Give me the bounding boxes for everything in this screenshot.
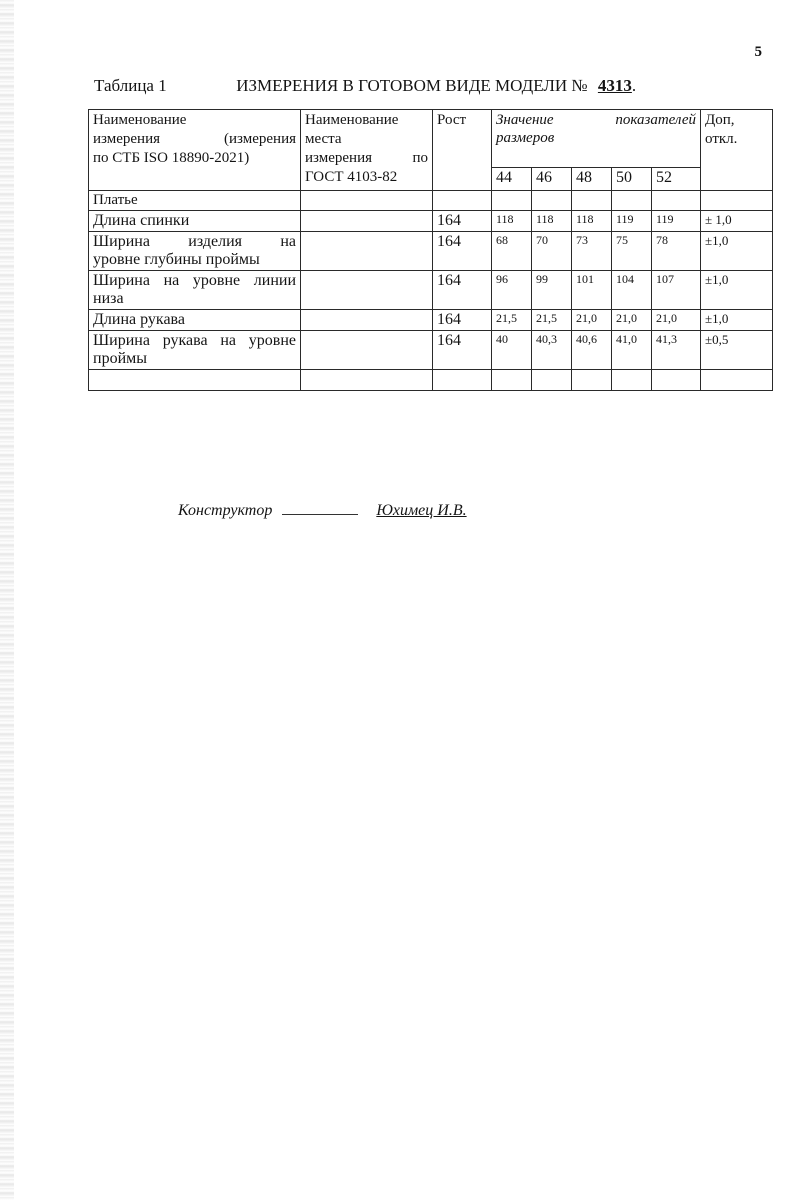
- measure-name-part: низа: [93, 290, 124, 307]
- scan-edge-artifact: [0, 0, 14, 1200]
- measure-name-part: Ширина изделия на: [93, 233, 296, 250]
- size-value: 40,6: [572, 331, 612, 370]
- model-number: 4313: [597, 76, 632, 95]
- table-row: [89, 271, 773, 310]
- empty-cell: [701, 191, 773, 211]
- empty-cell: [301, 191, 433, 211]
- measure-place: [301, 310, 433, 331]
- table-title: ИЗМЕРЕНИЯ В ГОТОВОМ ВИДЕ МОДЕЛИ №: [236, 76, 588, 95]
- header-size-values-line2: размеров: [496, 130, 555, 146]
- header-measure-name: [89, 110, 301, 191]
- size-value: 21,5: [532, 310, 572, 331]
- size-value: 21,0: [572, 310, 612, 331]
- size-value: 119: [612, 211, 652, 232]
- empty-cell: [89, 370, 301, 391]
- table-row: [89, 232, 773, 271]
- measure-name: [89, 232, 301, 271]
- measure-name-part: Длина спинки: [93, 212, 190, 229]
- measure-place: [301, 331, 433, 370]
- table-row: [89, 310, 773, 331]
- size-value: 75: [612, 232, 652, 271]
- size-value: 107: [652, 271, 701, 310]
- height-value: 164: [433, 331, 492, 370]
- empty-cell: [652, 191, 701, 211]
- empty-cell: [532, 191, 572, 211]
- header-row: [89, 110, 773, 168]
- empty-cell: [652, 370, 701, 391]
- size-value: 21,5: [492, 310, 532, 331]
- measure-place: [301, 271, 433, 310]
- tolerance-value: ± 1,0: [701, 211, 773, 232]
- empty-cell: [433, 191, 492, 211]
- measure-name-part: Ширина рукава на уровне: [93, 332, 296, 349]
- tolerance-value: ±1,0: [701, 310, 773, 331]
- header-height: Рост: [433, 110, 492, 191]
- tolerance-value: ±1,0: [701, 232, 773, 271]
- size-header: 48: [572, 168, 612, 191]
- table-row: [89, 211, 773, 232]
- empty-row: [89, 370, 773, 391]
- section-row: [89, 191, 773, 211]
- empty-cell: [701, 370, 773, 391]
- signature-line: [282, 500, 358, 515]
- size-value: 21,0: [612, 310, 652, 331]
- empty-cell: [612, 370, 652, 391]
- measure-name-part: Длина рукава: [93, 311, 185, 328]
- height-value: 164: [433, 211, 492, 232]
- height-value: 164: [433, 271, 492, 310]
- size-value: 101: [572, 271, 612, 310]
- header-measure-place-line1: Наименование: [305, 112, 399, 128]
- size-value: 41,3: [652, 331, 701, 370]
- measure-place: [301, 232, 433, 271]
- measure-name: [89, 271, 301, 310]
- size-value: 104: [612, 271, 652, 310]
- empty-cell: [433, 370, 492, 391]
- section-title: Платье: [89, 191, 301, 211]
- size-header: 46: [532, 168, 572, 191]
- size-value: 118: [492, 211, 532, 232]
- header-size-values-line1: Значение показателей: [496, 112, 697, 128]
- header-measure-place-line4: ГОСТ 4103-82: [305, 169, 398, 185]
- signature-role: Конструктор: [178, 502, 273, 519]
- signature-name: Юхимец И.В.: [376, 502, 467, 519]
- header-measure-place-line3: измерения по: [305, 150, 428, 166]
- table-row: [89, 331, 773, 370]
- size-value: 40: [492, 331, 532, 370]
- empty-cell: [492, 191, 532, 211]
- header-measure-name-line1: Наименование: [93, 112, 187, 128]
- header-tolerance-line1: Доп,: [705, 112, 735, 128]
- size-value: 41,0: [612, 331, 652, 370]
- empty-cell: [492, 370, 532, 391]
- size-value: 78: [652, 232, 701, 271]
- size-value: 118: [532, 211, 572, 232]
- size-header: 50: [612, 168, 652, 191]
- header-size-values: [492, 110, 701, 168]
- size-value: 70: [532, 232, 572, 271]
- header-measure-place: [301, 110, 433, 191]
- signature-block: [178, 500, 467, 520]
- empty-cell: [301, 370, 433, 391]
- page-number: 5: [754, 44, 762, 60]
- tolerance-value: ±0,5: [701, 331, 773, 370]
- size-value: 40,3: [532, 331, 572, 370]
- size-value: 68: [492, 232, 532, 271]
- table-caption: [94, 76, 754, 96]
- measure-name-part: проймы: [93, 350, 147, 367]
- tolerance-value: ±1,0: [701, 271, 773, 310]
- size-header: 52: [652, 168, 701, 191]
- table-label: Таблица 1: [94, 76, 167, 95]
- measure-place: [301, 211, 433, 232]
- measurements-table: [88, 109, 773, 391]
- empty-cell: [532, 370, 572, 391]
- measure-name: [89, 310, 301, 331]
- size-value: 73: [572, 232, 612, 271]
- header-measure-name-line2: измерения (измерения: [93, 131, 296, 147]
- height-value: 164: [433, 232, 492, 271]
- size-header: 44: [492, 168, 532, 191]
- size-value: 96: [492, 271, 532, 310]
- measure-name-part: Ширина на уровне линии: [93, 272, 296, 289]
- empty-cell: [612, 191, 652, 211]
- empty-cell: [572, 370, 612, 391]
- header-measure-place-line2: места: [305, 131, 342, 147]
- size-value: 119: [652, 211, 701, 232]
- size-value: 118: [572, 211, 612, 232]
- measure-name: [89, 331, 301, 370]
- header-tolerance-line2: откл.: [705, 131, 738, 147]
- height-value: 164: [433, 310, 492, 331]
- caption-period: .: [631, 76, 637, 95]
- header-tolerance: [701, 110, 773, 191]
- measure-name-part: уровне глубины проймы: [93, 251, 260, 268]
- header-measure-name-line3: по СТБ ISO 18890-2021): [93, 150, 250, 166]
- empty-cell: [572, 191, 612, 211]
- size-value: 99: [532, 271, 572, 310]
- measure-name: [89, 211, 301, 232]
- size-value: 21,0: [652, 310, 701, 331]
